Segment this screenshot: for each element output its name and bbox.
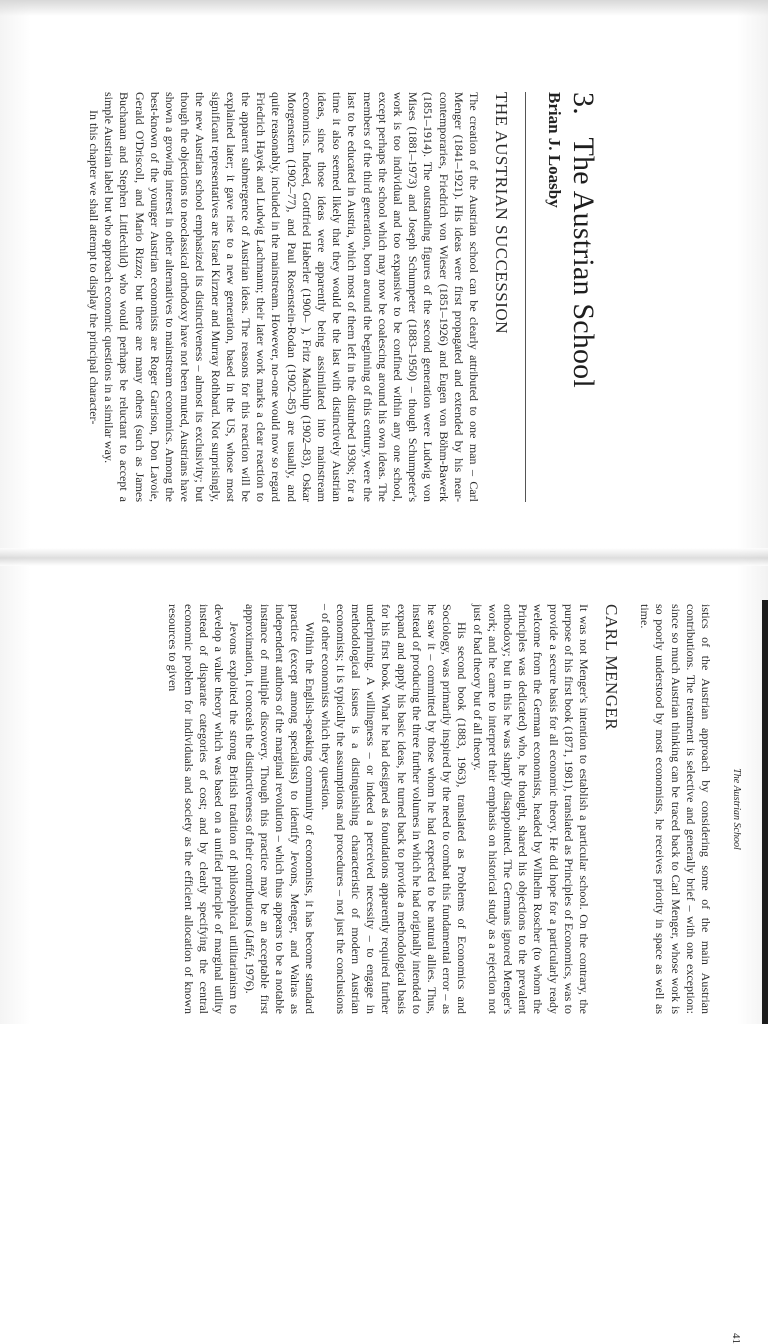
chapter-title bbox=[566, 92, 600, 502]
continuation-page bbox=[12, 604, 742, 1344]
section-spacer bbox=[621, 604, 637, 1014]
body-paragraph: Jevons exploited the strong British tradition of philosophical utilitarianism to develop a value theory which was based on a unified principle of marginal utility instead of disparate categories of cost; and by clearly specifying the central economic problem for individuals and society as the efficient allocation of known resources to given bbox=[166, 604, 242, 1014]
chapter-title-text: The Austrian School bbox=[567, 137, 600, 388]
chapter-opening-page bbox=[10, 92, 600, 502]
body-paragraph: It was not Menger's intention to establish a particular school. On the contrary, the purpose of his first book (1871, 1981), translated as Principles of Economics, was to provide a secure basis for all economic theory. He did hope for a particularly ready welcome from the German economists, headed by Wilhelm Roscher (to whom the Principles was dedicated) who, he thought, shared his objections to the prevalent orthodoxy; but in this he was sharply disappointed. The Germans ignored Menger's work; and he came to interpret their emphasis on historical study as a rejection not just of bad theory but of all theory. bbox=[470, 604, 591, 1014]
body-paragraph: Within the English-speaking community of economists, it has become standard practice (except among specialists) to identify Jevons, Menger, and Walras as independent authors of the marginal revolution – which thus appears to be a notable instance of multiple discovery. Though this practice may be an acceptable first approximation, it conceals the distinctiveness of their contributions (Jaffé, 1976). bbox=[242, 604, 318, 1014]
body-paragraph: istics of the Austrian approach by considering some of the main Austrian contributions. The treatment is selective and generally brief – with one exception: since so much Austrian thinking can be traced back to Carl Menger, whose work is so poorly understood by most economists, he receives priority in space as well as time. bbox=[638, 604, 713, 1014]
body-paragraph: His second book (1883, 1963), translated as Problems of Economics and Sociology, was primarily inspired by the need to combat this fundamental error – as he saw it – committed by those whom he had expected to be natural allies. Thus, instead of producing the three further volumes in which he had originally intended to expand and apply his basic ideas, he turned back to provide a methodological basis for his first book. What he had designed as foundations apparently required further underpinning. A willingness – or indeed a perceived necessity – to engage in methodological issues is a distinguishing characteristic of modern Austrian economists; it is typically the assumptions and procedures – not just the conclusions – of other economists which they question. bbox=[318, 604, 470, 1014]
page-number: 41 bbox=[730, 1333, 742, 1344]
scan-top-shadow bbox=[0, 0, 768, 16]
chapter-author: Brian J. Loasby bbox=[545, 92, 564, 208]
section-heading-austrian-succession: THE AUSTRIAN SUCCESSION bbox=[492, 92, 511, 334]
title-rule bbox=[525, 92, 526, 502]
scan-edge-shadow bbox=[762, 600, 768, 1024]
running-head bbox=[730, 604, 742, 1344]
body-paragraph: The creation of the Austrian school can be clearly attributed to one man – Carl Menger (1841–1921). His ideas were first propagated and extended by his near-contemporaries, Friedrich von Wieser (1851–1926) and Eugen von Böhm-Bawerk (1851–1914). The outstanding figures of the second generation were Ludwig von Mises (1881–1973) and Joseph Schumpeter (1883–1950) – though Schumpeter's work is too individual and too expansive to be confined within any one school, except perhaps the school which may now be coalescing around his own ideas. The members of the third generation, born around the beginning of this century, were the last to be educated in Austria, which most of them left in the disturbed 1930s; for a time it also seemed likely that they would be the last with distinctively Austrian ideas, since those ideas were apparently being assimilated into mainstream economics. Indeed, Gottfried Haberler (1900– ), Fritz Machlup (1902–83), Oskar Morgenstern (1902–77), and Paul Rosenstein-Rodan (1902–85) are usually, and quite reasonably, included in the mainstream. However, no-one would now so regard Friedrich Hayek and Ludwig Lachmann; their later work marks a clear reaction to the apparent submergence of Austrian ideas. The reasons for this reaction will be explained later; it gave rise to a new generation, based in the US, whose most significant representatives are Israel Kirzner and Murray Rothbard. Not surprisingly, the new Austrian school emphasized its distinctiveness – almost its exclusivity; but though the objections to neoclassical orthodoxy have not been muted, Austrians have shown a growing interest in other alternatives to mainstream economics. Among the best-known of the younger Austrian economists are Roger Garrison, Don Lavoie, Gerald O'Driscoll, and Mario Rizzo; but there are many others (such as James Buchanan and Stephen Littlechild) who would perhaps be reluctant to accept a simple Austrian label but who approach economic questions in a similar way. bbox=[102, 92, 481, 502]
book-spine-gutter bbox=[0, 548, 768, 566]
body-paragraph: In this chapter we shall attempt to display the principal character- bbox=[86, 110, 101, 425]
running-head-title: The Austrian School bbox=[731, 768, 742, 850]
section-heading-carl-menger: CARL MENGER bbox=[601, 604, 621, 731]
chapter-number: 3. bbox=[567, 92, 600, 115]
